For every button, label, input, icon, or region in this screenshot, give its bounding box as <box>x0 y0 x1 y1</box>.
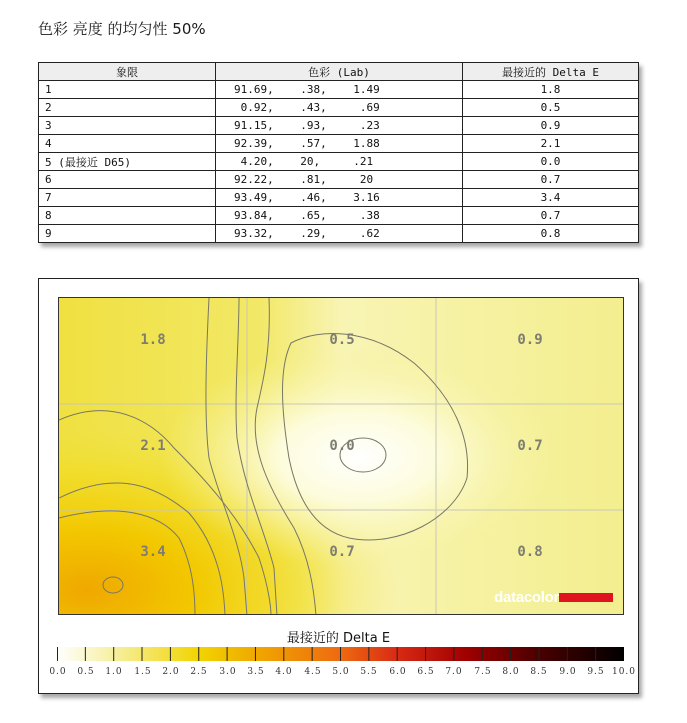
logo-red-bar <box>559 593 613 602</box>
lab-cell: 4.20, 20, .21 <box>216 153 463 171</box>
legend-tick: 0.0 <box>49 667 67 677</box>
cell-value-7: 3.4 <box>140 544 166 560</box>
lab-cell: 93.49, .46, 3.16 <box>216 189 463 207</box>
lab-cell: 92.39, .57, 1.88 <box>216 135 463 153</box>
datacolor-logo <box>494 589 613 606</box>
legend-tick-labels <box>39 667 640 681</box>
legend-tick: 3.0 <box>219 667 237 677</box>
delta-e-cell: 0.8 <box>463 225 639 243</box>
legend-color-scale <box>57 647 624 661</box>
table-row <box>39 135 639 153</box>
results-table-container <box>38 62 639 243</box>
legend-tick: 5.0 <box>332 667 350 677</box>
quadrant-cell: 8 <box>39 207 216 225</box>
legend-tick: 4.5 <box>304 667 322 677</box>
legend-tick: 10.0 <box>611 667 637 677</box>
heatmap-plot <box>58 297 624 615</box>
header-delta-e: 最接近的 Delta E <box>463 63 639 81</box>
legend-tick: 1.0 <box>105 667 123 677</box>
legend-title: 最接近的 Delta E <box>286 631 391 646</box>
cell-value-3: 0.9 <box>517 332 543 348</box>
page-title: 色彩 亮度 的均匀性 50% <box>38 20 206 38</box>
delta-e-cell: 0.9 <box>463 117 639 135</box>
lab-cell: 93.32, .29, .62 <box>216 225 463 243</box>
lab-cell: 91.15, .93, .23 <box>216 117 463 135</box>
table-row <box>39 225 639 243</box>
lab-cell: 0.92, .43, .69 <box>216 99 463 117</box>
delta-e-cell: 0.0 <box>463 153 639 171</box>
cell-value-2: 0.5 <box>329 332 355 348</box>
delta-e-cell: 2.1 <box>463 135 639 153</box>
quadrant-cell: 7 <box>39 189 216 207</box>
results-table <box>38 62 639 243</box>
legend-tick: 7.0 <box>445 667 463 677</box>
legend-tick: 8.5 <box>530 667 548 677</box>
header-lab: 色彩 (Lab) <box>216 63 463 81</box>
delta-e-cell: 0.7 <box>463 207 639 225</box>
lab-cell: 92.22, .81, 20 <box>216 171 463 189</box>
quadrant-cell: 3 <box>39 117 216 135</box>
quadrant-cell: 6 <box>39 171 216 189</box>
legend-tick: 6.0 <box>389 667 407 677</box>
header-quadrant: 象限 <box>39 63 216 81</box>
logo-text: datacolor <box>494 589 559 606</box>
legend-tick: 5.5 <box>360 667 378 677</box>
table-row <box>39 81 639 99</box>
lab-cell: 91.69, .38, 1.49 <box>216 81 463 99</box>
quadrant-cell: 9 <box>39 225 216 243</box>
delta-e-cell: 0.7 <box>463 171 639 189</box>
lab-cell: 93.84, .65, .38 <box>216 207 463 225</box>
quadrant-cell: 1 <box>39 81 216 99</box>
quadrant-cell: 5 (最接近 D65) <box>39 153 216 171</box>
cell-value-5: 0.0 <box>329 438 355 454</box>
legend-tick: 6.5 <box>417 667 435 677</box>
legend-tick: 7.5 <box>474 667 492 677</box>
legend-tick: 4.0 <box>275 667 293 677</box>
legend-tick: 8.0 <box>502 667 520 677</box>
table-row <box>39 207 639 225</box>
delta-e-cell: 1.8 <box>463 81 639 99</box>
table-row <box>39 153 639 171</box>
delta-e-cell: 0.5 <box>463 99 639 117</box>
legend-tick: 3.5 <box>247 667 265 677</box>
delta-e-cell: 3.4 <box>463 189 639 207</box>
legend-tick: 2.0 <box>162 667 180 677</box>
cell-value-6: 0.7 <box>517 438 543 454</box>
quadrant-cell: 2 <box>39 99 216 117</box>
cell-value-8: 0.7 <box>329 544 355 560</box>
table-header-row <box>39 63 639 81</box>
quadrant-cell: 4 <box>39 135 216 153</box>
table-row <box>39 189 639 207</box>
legend-tick: 9.0 <box>559 667 577 677</box>
uniformity-chart <box>38 278 639 694</box>
table-row <box>39 171 639 189</box>
cell-value-9: 0.8 <box>517 544 543 560</box>
legend-tick: 0.5 <box>77 667 95 677</box>
table-row <box>39 99 639 117</box>
cell-value-4: 2.1 <box>140 438 166 454</box>
legend-tick: 1.5 <box>134 667 152 677</box>
legend-tick: 2.5 <box>190 667 208 677</box>
cell-value-1: 1.8 <box>140 332 166 348</box>
legend-tick: 9.5 <box>587 667 605 677</box>
table-row <box>39 117 639 135</box>
